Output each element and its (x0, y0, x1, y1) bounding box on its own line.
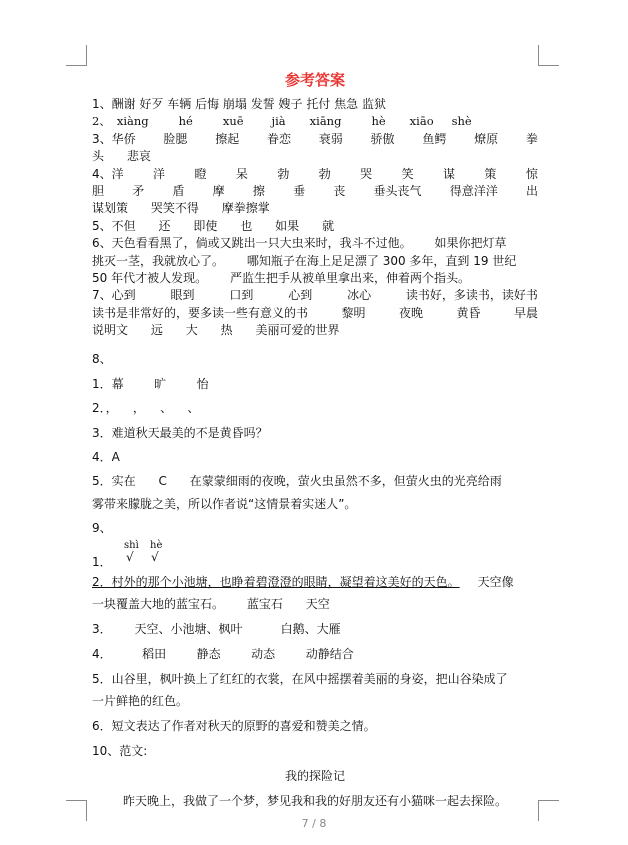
answer-4-line-3: 谋划策 哭笑不得 摩拳擦掌 (92, 201, 270, 216)
pinyin-item: hè (371, 114, 386, 129)
underlined-sentence: 2．村外的那个小池塘，也睁着碧澄澄的眼睛，凝望着这美好的天色。 (92, 575, 460, 590)
word: 早晨 (513, 305, 538, 320)
answer-9-2-line-1 (92, 574, 538, 590)
word: 燎原 (474, 131, 499, 146)
answers-1-7 (92, 96, 538, 339)
word: 4、洋 (92, 166, 124, 181)
answer-6-line-1: 6、天色看看黑了，倘或又跳出一只大虫来时，我斗不过他。 如果你把灯草 (92, 236, 507, 251)
word: 瞪 (194, 166, 207, 181)
word: 眼到 (170, 288, 195, 303)
answer-6-line-2: 挑灭一茎，我就放心了。 哪知瓶子在海上足足漂了 300 多年，直到 19 世纪 (92, 253, 517, 268)
answers-9-10 (92, 520, 538, 809)
word: 心到 (288, 288, 313, 303)
word: 黎明 (341, 305, 366, 320)
word: 3、华侨 (92, 131, 136, 146)
word: 盾 (172, 183, 185, 198)
answer-8-3: 3．难道秋天最美的不是黄昏吗？ (92, 426, 268, 441)
answer-9-heading: 9、 (92, 521, 112, 536)
word: 夜晚 (398, 305, 423, 320)
answer-9-5-line-2: 一片鲜艳的红色。 (92, 694, 189, 709)
word: 口到 (229, 288, 254, 303)
answer-8-5-line-1: 5．实在 C 在蒙蒙细雨的夜晚，萤火虫虽然不多，但萤火虫的光亮给雨 (92, 474, 502, 489)
essay-title: 我的探险记 (284, 769, 345, 784)
word: 拳 (525, 131, 538, 146)
pinyin-item: xiàng (116, 114, 149, 129)
answer-7-line-2 (92, 305, 538, 322)
word: 读书好，多读书，读好书 (405, 288, 538, 303)
answer-9-5-line-1: 5．山谷里，枫叶换上了红红的衣裳，在风中摇摆着美丽的身姿，把山谷染成了 (92, 672, 508, 687)
answer-3-line-1 (92, 131, 538, 148)
pinyin-he: hè (150, 540, 163, 552)
answer-4-line-2 (92, 183, 538, 200)
pinyin-item: hé (178, 114, 193, 129)
page-number: 7 / 8 (301, 817, 327, 830)
word: 擦起 (215, 131, 240, 146)
word: 呆 (235, 166, 248, 181)
answer-2-number: 2、 (92, 114, 111, 129)
word: 出 (525, 183, 538, 198)
pinyin-item: xiāo (409, 114, 434, 129)
answer-1: 1、酬谢 好歹 车辆 后悔 崩塌 发誓 嫂子 托付 焦急 监狱 (92, 97, 386, 111)
crop-mark-top-right (538, 45, 559, 66)
word: 勃 (318, 166, 331, 181)
word: 洋 (153, 166, 166, 181)
word: 黄昏 (456, 305, 481, 320)
answer-2 (92, 113, 538, 130)
check-mark-icon: √ (126, 550, 134, 565)
pinyin-item: xiāng (309, 114, 342, 129)
answer-9-1 (92, 540, 538, 568)
word: 得意洋洋 (449, 183, 498, 198)
page-title: 参考答案 (284, 71, 345, 89)
answer-8-5-line-2: 雾带来朦胧之美，所以作者说“这情景着实迷人”。 (92, 497, 357, 512)
word: 读书是非常好的，要多读一些有意义的书 (92, 305, 309, 320)
answer-7-line-1 (92, 287, 538, 304)
answer-10-heading: 10、范文: (92, 744, 148, 759)
word: 垂 (293, 183, 306, 198)
answer-8-4: 4．A (92, 450, 120, 465)
answer-9-3: 3． 天空、小池塘、枫叶 白鹅、大雁 (92, 622, 341, 637)
answer-9-6: 6．短文表达了作者对秋天的原野的喜爱和赞美之情。 (92, 719, 376, 734)
answer-8-2: 2．， ， 、 、 (92, 401, 200, 416)
document-page (92, 66, 538, 809)
word: 鱼鳄 (422, 131, 447, 146)
check-mark-icon: √ (151, 550, 159, 565)
answer-9-1-number: 1． (92, 555, 112, 570)
pinyin-item: jià (271, 114, 286, 129)
answers-8 (92, 351, 538, 512)
word: 骄傲 (370, 131, 395, 146)
crop-mark-top-left (66, 45, 87, 66)
answer-6-line-3: 50 年代才被人发现。 严监生把手从被单里拿出来，伸着两个指头。 (92, 270, 470, 285)
answer-8-heading: 8、 (92, 352, 112, 367)
word: 丧 (333, 183, 346, 198)
word: 衰弱 (318, 131, 343, 146)
word: 勃 (277, 166, 290, 181)
word: 脸腮 (163, 131, 188, 146)
word: 擦 (252, 183, 265, 198)
word: 矛 (132, 183, 145, 198)
answer-9-2-rest: 天空像 (477, 575, 514, 590)
word: 摩 (212, 183, 225, 198)
pinyin-item: shè (451, 114, 472, 129)
word: 谋 (443, 166, 456, 181)
word: 策 (484, 166, 497, 181)
pinyin-item: xuē (222, 114, 244, 129)
answer-3-line-2: 头 悲哀 (92, 149, 151, 164)
word: 哭 (360, 166, 373, 181)
answer-4-line-1 (92, 166, 538, 183)
pinyin-shi: shì (124, 540, 139, 552)
word: 7、心到 (92, 288, 136, 303)
word: 垂头丧气 (373, 183, 422, 198)
word: 冰心 (347, 288, 372, 303)
answer-8-1: 1．幕 旷 怡 (92, 377, 209, 392)
essay-line-1: 昨天晚上，我做了一个梦，梦见我和我的好朋友还有小猫咪一起去探险。 (122, 794, 507, 809)
word: 眷恋 (266, 131, 291, 146)
answer-5: 5、不但 还 即使 也 如果 就 (92, 218, 335, 233)
word: 胆 (92, 183, 105, 198)
answer-9-4: 4． 稻田 静态 动态 动静结合 (92, 647, 354, 662)
answer-7-line-3: 说明文 远 大 热 美丽可爱的世界 (92, 323, 340, 338)
word: 惊 (525, 166, 538, 181)
answer-9-2-line-2: 一块覆盖大地的蓝宝石。 蓝宝石 天空 (92, 597, 330, 612)
word: 笑 (401, 166, 414, 181)
